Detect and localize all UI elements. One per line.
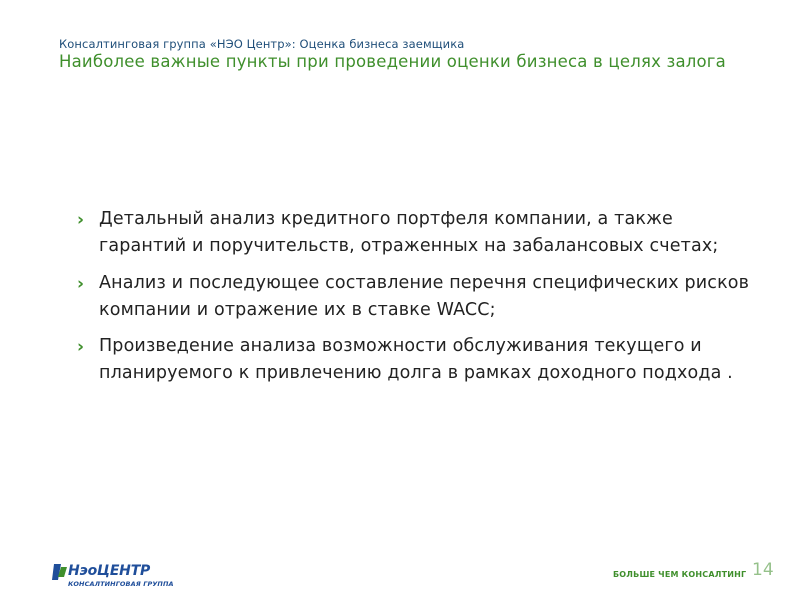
slide-number: 14 — [752, 560, 774, 580]
bullet-chevron-icon: › — [77, 210, 85, 230]
logo-subtitle: КОНСАЛТИНГОВАЯ ГРУППА — [68, 580, 174, 588]
bullet-item — [77, 270, 757, 323]
bullet-list — [77, 206, 757, 397]
bullet-text: Детальный анализ кредитного портфеля компании, а также гарантий и поручительств, отраженных на забалансовых счетах; — [99, 209, 719, 256]
logo-name: НэоЦЕНТР — [68, 563, 151, 579]
bullet-item — [77, 333, 757, 386]
bullet-text: Анализ и последующее составление перечня специфических рисков компании и отражение их в ставке WACC; — [99, 273, 750, 320]
neo-center-logo-mark-icon — [52, 563, 68, 581]
footer-slogan: БОЛЬШЕ ЧЕМ КОНСАЛТИНГ — [613, 570, 747, 579]
bullet-text: Произведение анализа возможности обслуживания текущего и планируемого к привлечению долга в рамках доходного подхода . — [99, 336, 733, 383]
bullet-item — [77, 206, 757, 259]
slide-title: Наиболее важные пункты при проведении оценки бизнеса в целях залога — [59, 52, 726, 71]
company-logo — [52, 563, 182, 591]
header-subtitle: Консалтинговая группа «НЭО Центр»: Оценка бизнеса заемщика — [59, 37, 465, 51]
bullet-chevron-icon: › — [77, 274, 85, 294]
bullet-chevron-icon: › — [77, 337, 85, 357]
